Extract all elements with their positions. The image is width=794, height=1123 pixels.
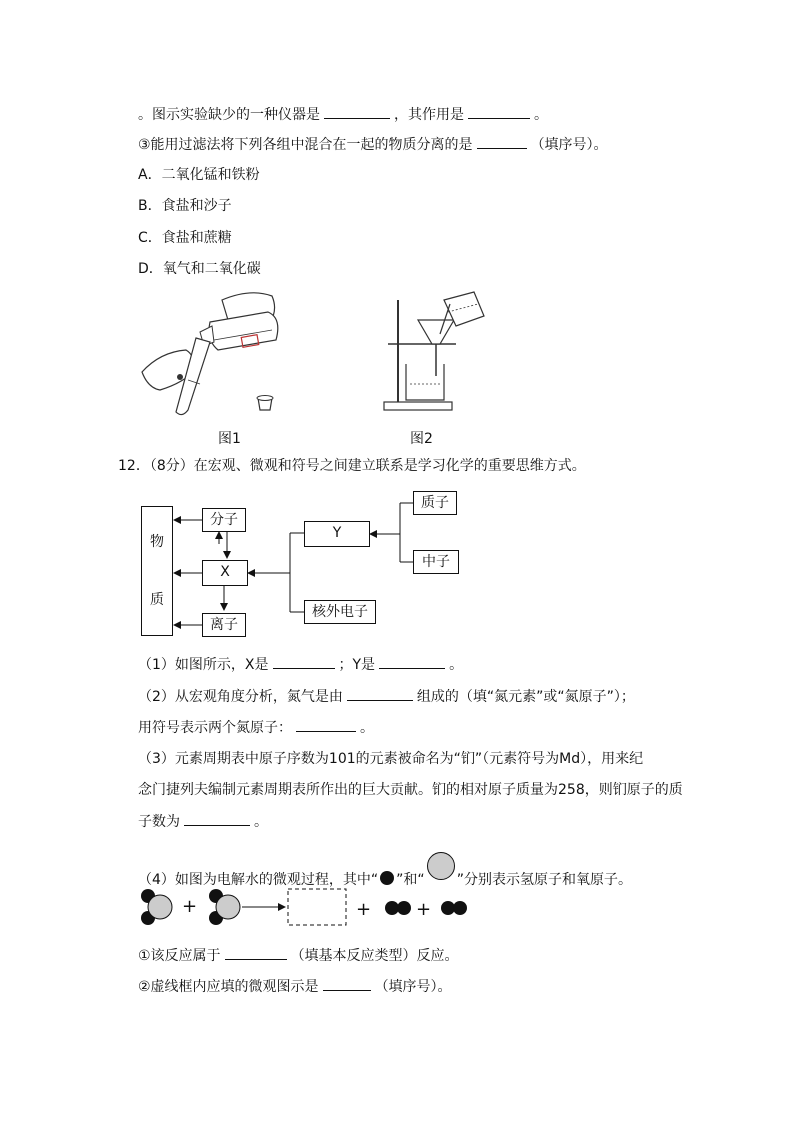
substance-label-bottom: 质 xyxy=(150,592,164,608)
blank-function[interactable] xyxy=(468,104,530,119)
blank-y[interactable] xyxy=(379,654,445,669)
q12-part3-line1: （3）元素周期表中原子序数为101的元素被命名为“钔”（元素符号为Md），用来纪 xyxy=(138,751,644,767)
y-box: Y xyxy=(304,521,370,547)
substance-label-top: 物 xyxy=(150,534,164,550)
x-box: X xyxy=(202,560,248,586)
q12-part4: （4）如图为电解水的微观过程，其中“ ”和“ ”分别表示氢原子和氧原子。 xyxy=(138,852,632,890)
proton-box: 质子 xyxy=(413,491,457,515)
blank-filter-choice[interactable] xyxy=(477,134,527,149)
neutron-box: 中子 xyxy=(413,550,459,574)
q12-sub1: ①该反应属于 （填基本反应类型）反应。 xyxy=(138,945,459,966)
plus-sign-1: + xyxy=(182,896,198,917)
q11-line2: ③能用过滤法将下列各组中混合在一起的物质分离的是 （填序号）。 xyxy=(138,134,608,155)
option-b: B．食盐和沙子 xyxy=(138,198,232,214)
blank-proton-number[interactable] xyxy=(184,811,250,826)
blank-nitrogen-composition[interactable] xyxy=(347,686,413,701)
blank-two-nitrogen-atoms[interactable] xyxy=(296,717,356,732)
plus-sign-3: + xyxy=(416,899,432,920)
q12-title: 12．（8分）在宏观、微观和符号之间建立联系是学习化学的重要思维方式。 xyxy=(118,458,586,474)
q12-part2-line2: 用符号表示两个氮原子： 。 xyxy=(138,717,374,738)
blank-reaction-type[interactable] xyxy=(225,945,287,960)
q11-line1: 。图示实验缺少的一种仪器是 ，其作用是 。 xyxy=(138,104,548,125)
q12-part3-line2: 念门捷列夫编制元素周期表所作出的巨大贡献。钔的相对原子质量为258，则钔原子的质 xyxy=(138,782,683,798)
oxygen-atom-legend-icon xyxy=(427,852,455,880)
option-d: D．氧气和二氧化碳 xyxy=(138,261,261,277)
blank-dashed-box-choice[interactable] xyxy=(323,976,371,991)
substance-box xyxy=(141,506,173,636)
molecule-box: 分子 xyxy=(202,508,246,532)
q12-part3-line3: 子数为 。 xyxy=(138,811,268,832)
plus-sign-2: + xyxy=(356,899,372,920)
q12-sub2: ②虚线框内应填的微观图示是 （填序号）。 xyxy=(138,976,452,997)
blank-instrument[interactable] xyxy=(324,104,390,119)
q12-part1: （1）如图所示，X是 ；Y是 。 xyxy=(138,654,463,675)
electron-box: 核外电子 xyxy=(304,600,376,624)
q12-part2-line1: （2）从宏观角度分析，氮气是由 组成的（填“氮元素”或“氮原子”）； xyxy=(138,686,635,707)
blank-x[interactable] xyxy=(273,654,335,669)
figure-2-caption: 图2 xyxy=(410,431,433,447)
ion-box: 离子 xyxy=(202,613,246,637)
option-a: A．二氧化锰和铁粉 xyxy=(138,167,260,183)
hydrogen-atom-legend-icon xyxy=(380,871,394,885)
figure-1-caption: 图1 xyxy=(218,431,241,447)
option-c: C．食盐和蔗糖 xyxy=(138,230,232,246)
